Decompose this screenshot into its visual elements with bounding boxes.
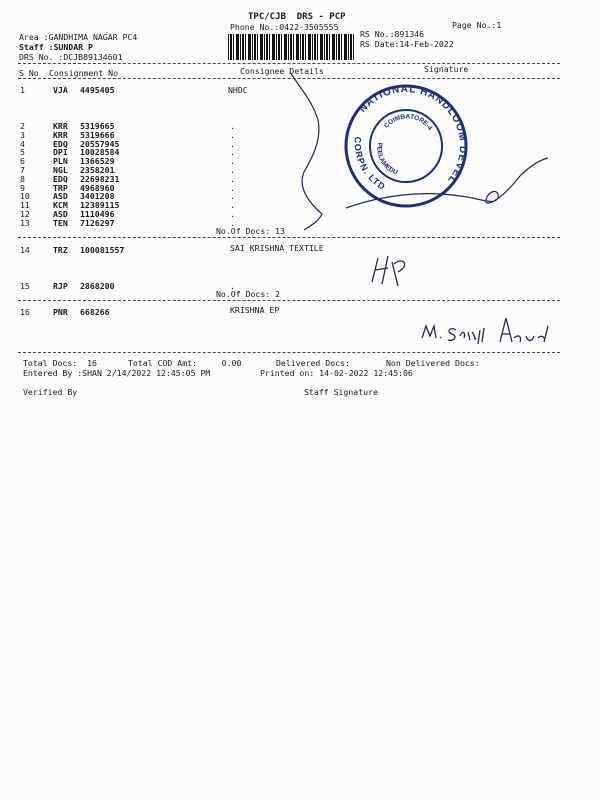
dot-marker: . [230,173,235,184]
consignment-number: 3401208 [80,191,115,202]
total-cod: Total COD Amt: 0.00 [128,358,242,368]
serial-number: 12 [20,209,30,219]
col-consignment: Consignment No [49,68,119,78]
serial-number: 13 [20,217,30,228]
dot-marker: . [230,121,235,131]
consignment-prefix: KRR [53,129,68,140]
rs-date: RS Date:14-Feb-2022 [360,39,454,49]
consignment-number: 100081557 [80,245,125,255]
serial-number: 2 [20,121,25,131]
seal-text-bottom: CORPN. LTD [352,136,388,193]
dot-marker: . [230,147,235,158]
dot-marker: . [230,156,235,167]
consignment-prefix: TRZ [53,245,68,255]
dot-marker: . [230,138,235,149]
serial-number: 9 [20,182,25,193]
consignment-prefix: EDQ [53,138,68,149]
consignment-number: 2868200 [80,281,115,291]
consignment-prefix: VJA [53,85,68,95]
consignment-number: 20557945 [80,138,120,149]
delivered-docs: Delivered Docs: [276,358,350,368]
dot-marker: . [230,182,235,193]
seal-text-top: NATIONAL HANDLOOM DEVELOPMENT [357,83,469,186]
serial-number: 4 [20,138,25,149]
consignment-number: 22698231 [80,173,120,184]
consignment-number: 10028584 [80,147,120,158]
serial-number: 3 [20,129,25,140]
consignment-number: 4968960 [80,182,115,193]
serial-number: 10 [20,191,30,202]
svg-text:NATIONAL HANDLOOM DEVELOPMENT [81,0,550,186]
consignee-name: SAI KRISHNA TEXTILE [230,243,324,253]
consignment-prefix: KRR [53,121,68,131]
consignment-number: 1110496 [80,209,115,219]
consignment-number: 7126297 [80,217,115,228]
consignment-number: 5319666 [80,129,115,140]
consignment-prefix: PNR [53,307,68,317]
doc-count: No.Of Docs: 13 [216,226,286,236]
serial-number: 7 [20,165,25,175]
serial-number: 5 [20,147,25,158]
consignment-prefix: KCM [53,200,68,211]
page-number: Page No.:1 [452,20,502,30]
svg-text:COIMBATORE-4 [383,101,435,151]
serial-number: 16 [20,307,30,317]
consignee-name: NHDC [228,85,248,95]
consignment-number: 2358201 [80,165,115,175]
consignment-number: 4495405 [80,85,115,95]
verified-by: Verified By [23,387,78,397]
dot-marker: . [230,165,235,175]
seal-inner-top: COIMBATORE-4 [382,113,434,132]
consignment-prefix: TRP [53,182,68,193]
serial-number: 15 [20,281,30,291]
handwritten-signature [422,318,548,344]
phone-number: Phone No.:0422-3505555 [230,22,339,32]
dot-marker: . [230,191,235,202]
serial-number: 6 [20,156,25,167]
consignment-prefix: PLN [53,156,68,167]
drs-number: DRS No. :DCJB89134601 [19,52,123,62]
dot-marker: . [230,129,235,140]
serial-number: 14 [20,245,30,255]
col-signature: Signature [424,64,469,74]
consignment-prefix: NGL [53,165,68,175]
pen-stroke-brace [290,72,322,230]
staff: Staff :SUNDAR P [19,42,93,52]
dot-marker: . [230,209,235,219]
consignment-number: 12389115 [80,200,120,211]
rs-number: RS No.:891346 [360,29,425,39]
entered-by: Entered By :SHAN 2/14/2022 12:45:05 PM [23,368,211,378]
doc-count: No.Of Docs: 2 [216,289,281,299]
printed-on: Printed on: 14-02-2022 12:45:06 [260,368,413,378]
consignment-prefix: DPI [53,147,68,158]
serial-number: 8 [20,173,25,184]
total-docs: Total Docs: 16 [23,358,97,368]
consignment-prefix: TEN [53,217,68,228]
dot-marker: . [230,281,235,291]
non-delivered-docs: Non Delivered Docs: [386,358,480,368]
company-seal [45,0,549,231]
handwritten-initials [372,256,405,286]
consignment-prefix: ASD [53,191,68,202]
col-sno: S No [19,68,39,78]
area: Area :GANDHIMA NAGAR PC4 [19,32,138,42]
consignment-number: 1366529 [80,156,115,167]
consignment-prefix: RJP [53,281,68,291]
consignment-prefix: EDQ [53,173,68,184]
dot-marker: . [230,200,235,211]
dot-marker: . [230,217,235,228]
consignee-name: KRISHNA EP [230,305,280,315]
consignment-prefix: ASD [53,209,68,219]
consignment-number: 668266 [80,307,110,317]
consignment-number: 5319665 [80,121,115,131]
serial-number: 11 [20,200,30,211]
col-consignee: Consignee Details [240,66,324,76]
staff-signature-label: Staff Signature [304,387,378,397]
serial-number: 1 [20,85,25,95]
report-title: TPC/CJB DRS - PCP [248,12,346,22]
seal-inner-bottom: PEELAMEDU [375,141,399,177]
